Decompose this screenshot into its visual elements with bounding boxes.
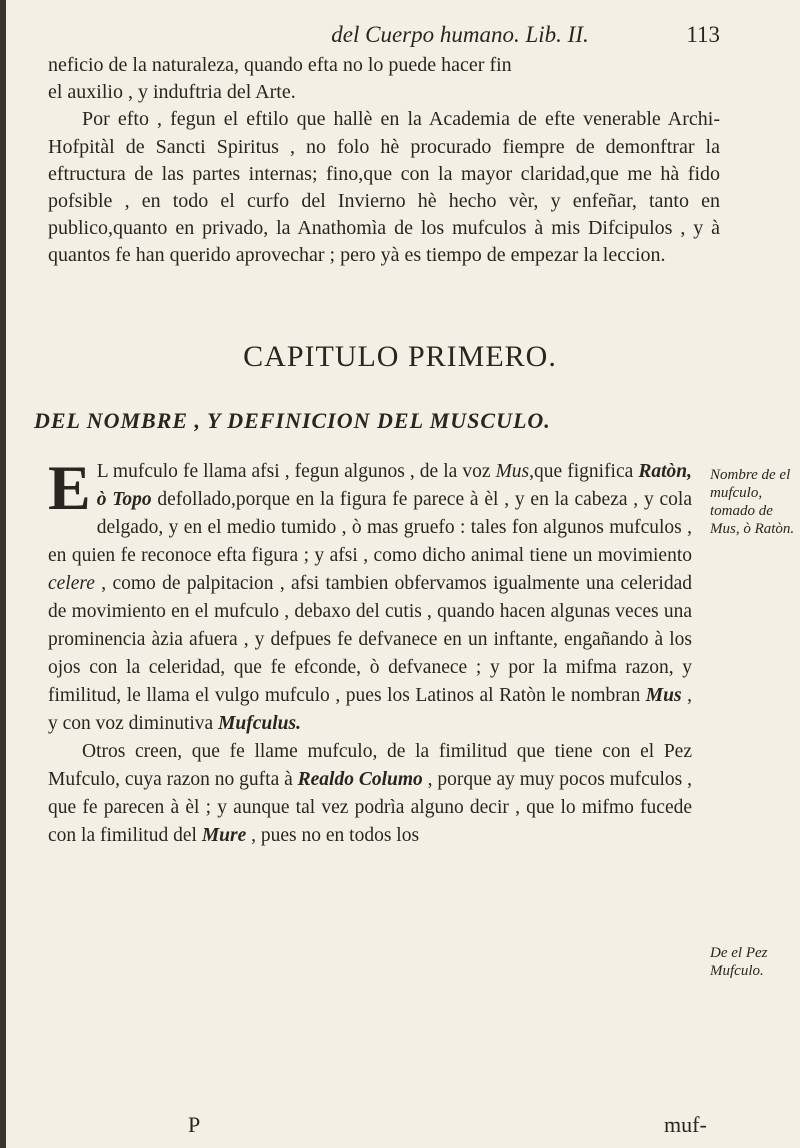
page-number: 113 (686, 22, 720, 47)
chapter-title: CAPITULO PRIMERO. (243, 340, 557, 373)
text-line: neficio de la naturaleza, quando efta no lo puede hacer fin (48, 54, 512, 76)
catchword: muf- (664, 1112, 707, 1137)
italic-term: Mufculus. (218, 713, 301, 734)
text-run: , como de palpitacion , afsi tambien obfervamos igualmente una celeridad de movimiento en el mufculo , debaxo del cutis , quando hacen algunas veces una prominencia àzia afuera , y defpues fe defvanece en un inftante, engañando à los ojos con la celeridad, que fe efconde, ò defvanece ; y por la mifma razon, y fimilitud, le llama el vulgo mufculo , pues los Latinos al Ratòn le nombran (48, 573, 692, 706)
main-text (48, 452, 693, 850)
page-edge-shadow (0, 0, 6, 1148)
text-run: Otros creen, que fe llame mufculo, de la fimilitud que tiene con el Pez Mufculo, cuya razon no gufta à (48, 741, 692, 790)
italic-term: Ratòn, ò Topo (96, 461, 692, 510)
drop-cap: E (48, 452, 91, 523)
italic-term: Mus (645, 685, 682, 706)
paragraph (48, 452, 693, 738)
italic-term: Mure (201, 825, 247, 846)
margin-note: De el Pez Mufculo. (710, 945, 768, 979)
italic-term: celere (48, 573, 95, 594)
text-run: , y con voz diminutiva (48, 685, 692, 734)
margin-note: Nombre de el mufculo, tomado de Mus, ò Ratòn. (710, 467, 795, 537)
paragraph: Por efto , fegun el eftilo que hallè en la Academia de efte venerable Archi-Hofpitàl de Sancti Spiritus , no folo hè procurado fiempre de demonftrar la eftructura de las partes internas; fino,que con la mayor claridad,que me hà fido pofsible , en todo el curfo del Invierno hè hecho vèr, y enfeñar, tanto en publico,quanto en privado, la Anathomìa de los mufculos à mis Difcipulos , y à quantos fe han querido aprovechar ; pero yà es tiempo de empezar la leccion. (48, 108, 720, 267)
text-run: defollado,porque en la figura fe parece à èl , y en la cabeza , y cola delgado, y en el medio tumido , ò mas gruefo : tales fon algunos mufculos , en quien fe reconoce efta figura ; y afsi , como dicho animal tiene un movimiento (48, 489, 693, 566)
italic-term: Mus (495, 461, 530, 482)
chapter-subtitle: DEL NOMBRE , Y DEFINICION DEL MUSCULO. (34, 408, 551, 433)
text-run: , porque ay muy pocos mufculos , que fe parecen à èl ; y aunque tal vez podrìa alguno decir , que lo mifmo fucede con la fimilitud del (48, 769, 692, 846)
text-line: el auxilio , y induftria del Arte. (48, 81, 296, 104)
signature-mark: P (188, 1112, 201, 1137)
italic-term: Realdo Columo (297, 769, 423, 790)
text-run: ,que fignifica (529, 461, 639, 482)
text-run: L mufculo fe llama afsi , fegun algunos , de la voz (96, 461, 496, 482)
opening-text (48, 52, 720, 270)
text-run: , pues no en todos los (246, 825, 420, 846)
running-header (200, 22, 720, 48)
paragraph (48, 738, 692, 850)
running-title: del Cuerpo humano. Lib. II. (331, 22, 589, 47)
